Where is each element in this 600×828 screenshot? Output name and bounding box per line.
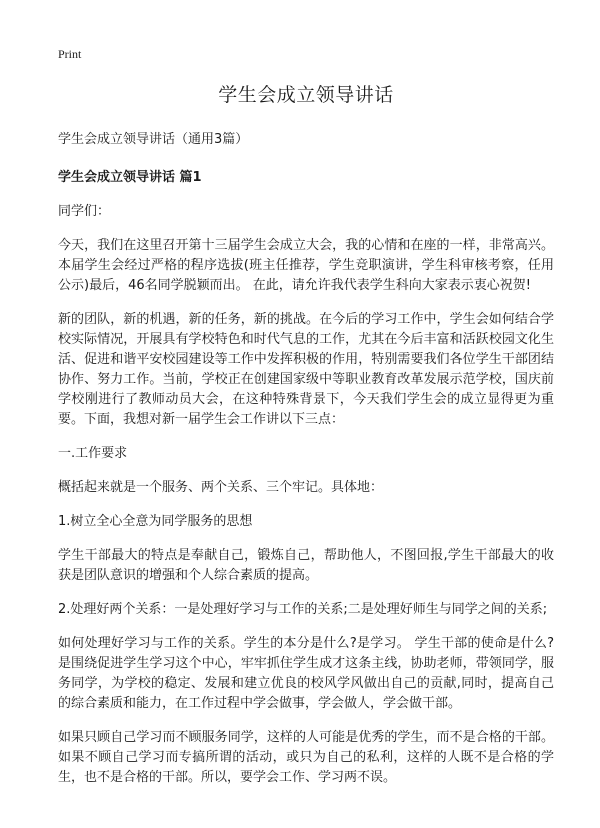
print-label: Print — [58, 47, 82, 61]
paragraph-point-1-body: 学生干部最大的特点是奉献自己，锻炼自己，帮助他人，不图回报,学生干部最大的收获是团队意识的增强和个人综合素质的提高。 — [58, 548, 554, 583]
paragraph-conclusion: 如果只顾自己学习而不顾服务同学，这样的人可能是优秀的学生，而不是合格的干部。如果不顾自己学习而专搞所谓的活动，或只为自己的私利，这样的人既不是合格的学生，也不是合格的干部。所以，要学会工作、学习两不误。 — [58, 730, 554, 785]
document-title: 学生会成立领导讲话 — [218, 84, 394, 106]
paragraph-summary: 概括起来就是一个服务、两个关系、三个牢记。具体地： — [58, 480, 384, 495]
paragraph-point-2: 2.处理好两个关系：一是处理好学习与工作的关系;二是处理好师生与同学之间的关系; — [58, 602, 548, 617]
document-subtitle: 学生会成立领导讲话（通用3篇） — [58, 132, 249, 147]
paragraph-opening: 今天，我们在这里召开第十三届学生会成立大会，我的心情和在座的一样，非常高兴。本届学生会经过严格的程序选拔(班主任推荐，学生竞职演讲，学生科审核考察，任用公示)最后，46名同学脱颖而出。 在此，请允许我代表学生科向大家表示衷心祝贺! — [58, 238, 554, 293]
paragraph-heading-work-requirements: 一.工作要求 — [58, 446, 128, 461]
paragraph-point-1: 1.树立全心全意为同学服务的思想 — [58, 514, 253, 529]
paragraph-context: 新的团队，新的机遇，新的任务，新的挑战。在今后的学习工作中，学生会如何结合学校实际情况，开展具有学校特色和时代气息的工作，尤其在今后丰富和活跃校园文化生活、促进和谐平安校园建设等工作中发挥积极的作用，特别需要我们各位学生干部团结协作、努力工作。当前，学校正在创建国家级中等职业教育改革发展示范学校，国庆前学校刚进行了教师动员大会，在这种特殊背景下，今天我们学生会的成立显得更为重要。下面，我想对新一届学生会工作讲以下三点： — [58, 312, 554, 427]
paragraph-point-2-body: 如何处理好学习与工作的关系。学生的本分是什么?是学习。 学生干部的使命是什么?是围绕促进学生学习这个中心，牢牢抓住学生成才这条主线，协助老师，带领同学，服务同学，为学校的稳定、发展和建立优良的校风学风做出自己的贡献,同时，提高自己的综合素质和能力，在工作过程中学会做事，学会做人，学会做干部。 — [58, 636, 554, 711]
section-heading: 学生会成立领导讲话 篇1 — [58, 170, 202, 185]
paragraph-greeting: 同学们： — [58, 204, 111, 219]
